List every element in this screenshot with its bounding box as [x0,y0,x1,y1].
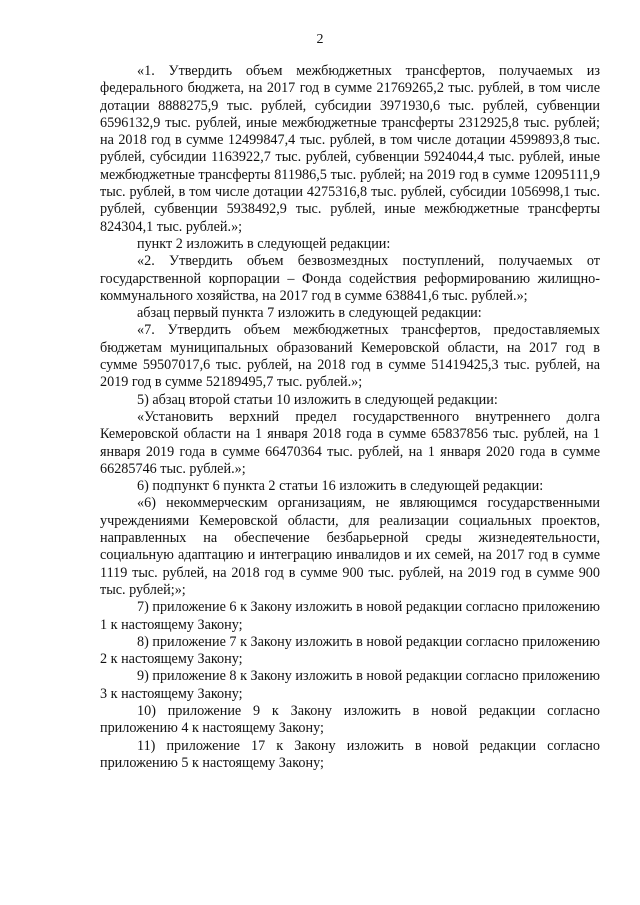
paragraph-nonprofit-text: «6) некоммерческим организациям, не являющимся государственными учреждениями Кемеровской области, для реализации социальных проектов, направленных на обеспечение безбарьерной среды жизнедеятельности, социальную адаптацию и интеграцию инвалидов и их семей, на 2017 год в сумме 1119 тыс. рублей, на 2018 год в сумме 900 тыс. рублей, на 2019 год в сумме 900 тыс. рублей;»; [100,495,600,598]
paragraph-appendix-9: 10) приложение 9 к Закону изложить в новой редакции согласно приложению 4 к настоящему Закону; [100,702,600,737]
paragraph-debt-limit-text: «Установить верхний предел государственного внутреннего долга Кемеровской области на 1 января 2018 года в сумме 65837856 тыс. рублей, на 1 января 2019 года в сумме 66470364 тыс. рублей, на 1 января 2020 года в сумме 66285746 тыс. рублей.»; [100,408,600,477]
page-number: 2 [316,32,324,47]
paragraph-appendix-8: 9) приложение 8 к Закону изложить в новой редакции согласно приложению 3 к настоящему Закону; [100,668,600,702]
paragraph-federal-transfers: «1. Утвердить объем межбюджетных трансфертов, получаемых из федерального бюджета, на 2017 год в сумме 21769265,2 тыс. рублей, в том числе дотации 8888275,9 тыс. рублей, субсидии 3971930,6 тыс. рублей, субвенции 6596132,9 тыс. рублей, иные межбюджетные трансферты 2312925,8 тыс. рублей; на 2018 год в сумме 12499847,4 тыс. рублей, в том числе дотации 4599893,8 тыс. рублей, субсидии 1163922,7 тыс. рублей, субвенции 5924044,4 тыс. рублей, иные межбюджетные трансферты 811986,5 тыс. рублей; на 2019 год в сумме 12095111,9 тыс. рублей, в том числе дотации 4275316,8 тыс. рублей, субсидии 1056998,1 тыс. рублей, субвенции 5938492,9 тыс. рублей, иные межбюджетные трансферты 824304,1 тыс. рублей.»; [100,63,600,235]
paragraph-appendix-7: 8) приложение 7 к Закону изложить в новой редакции согласно приложению 2 к настоящему Закону; [100,633,600,668]
paragraph-item-7-text: «7. Утвердить объем межбюджетных трансфертов, предоставляемых бюджетам муниципальных образований Кемеровской области, на 2017 год в сумме 59507017,6 тыс. рублей, на 2018 год в сумме 51419425,3 тыс. рублей, на 2019 год в сумме 52189495,7 тыс. рублей.»; [100,322,600,391]
paragraph-article-16-instruction: 6) подпункт 6 пункта 2 статьи 16 изложить в следующей редакции: [137,478,544,495]
paragraph-item-7-instruction: абзац первый пункта 7 изложить в следующей редакции: [137,305,482,322]
paragraph-appendix-6: 7) приложение 6 к Закону изложить в новой редакции согласно приложению 1 к настоящему Закону; [100,599,600,633]
document-body [100,63,600,772]
paragraph-article-10-instruction: 5) абзац второй статьи 10 изложить в следующей редакции: [137,391,498,408]
paragraph-appendix-17: 11) приложение 17 к Закону изложить в новой редакции согласно приложению 5 к настоящему Закону; [100,737,600,771]
paragraph-item-2-text: «2. Утвердить объем безвозмездных поступлений, получаемых от государственной корпорации – Фонда содействия реформированию жилищно-коммунального хозяйства, на 2017 год в сумме 638841,6 тыс. рублей.»; [100,253,600,304]
paragraph-item-2-instruction: пункт 2 изложить в следующей редакции: [137,235,391,252]
